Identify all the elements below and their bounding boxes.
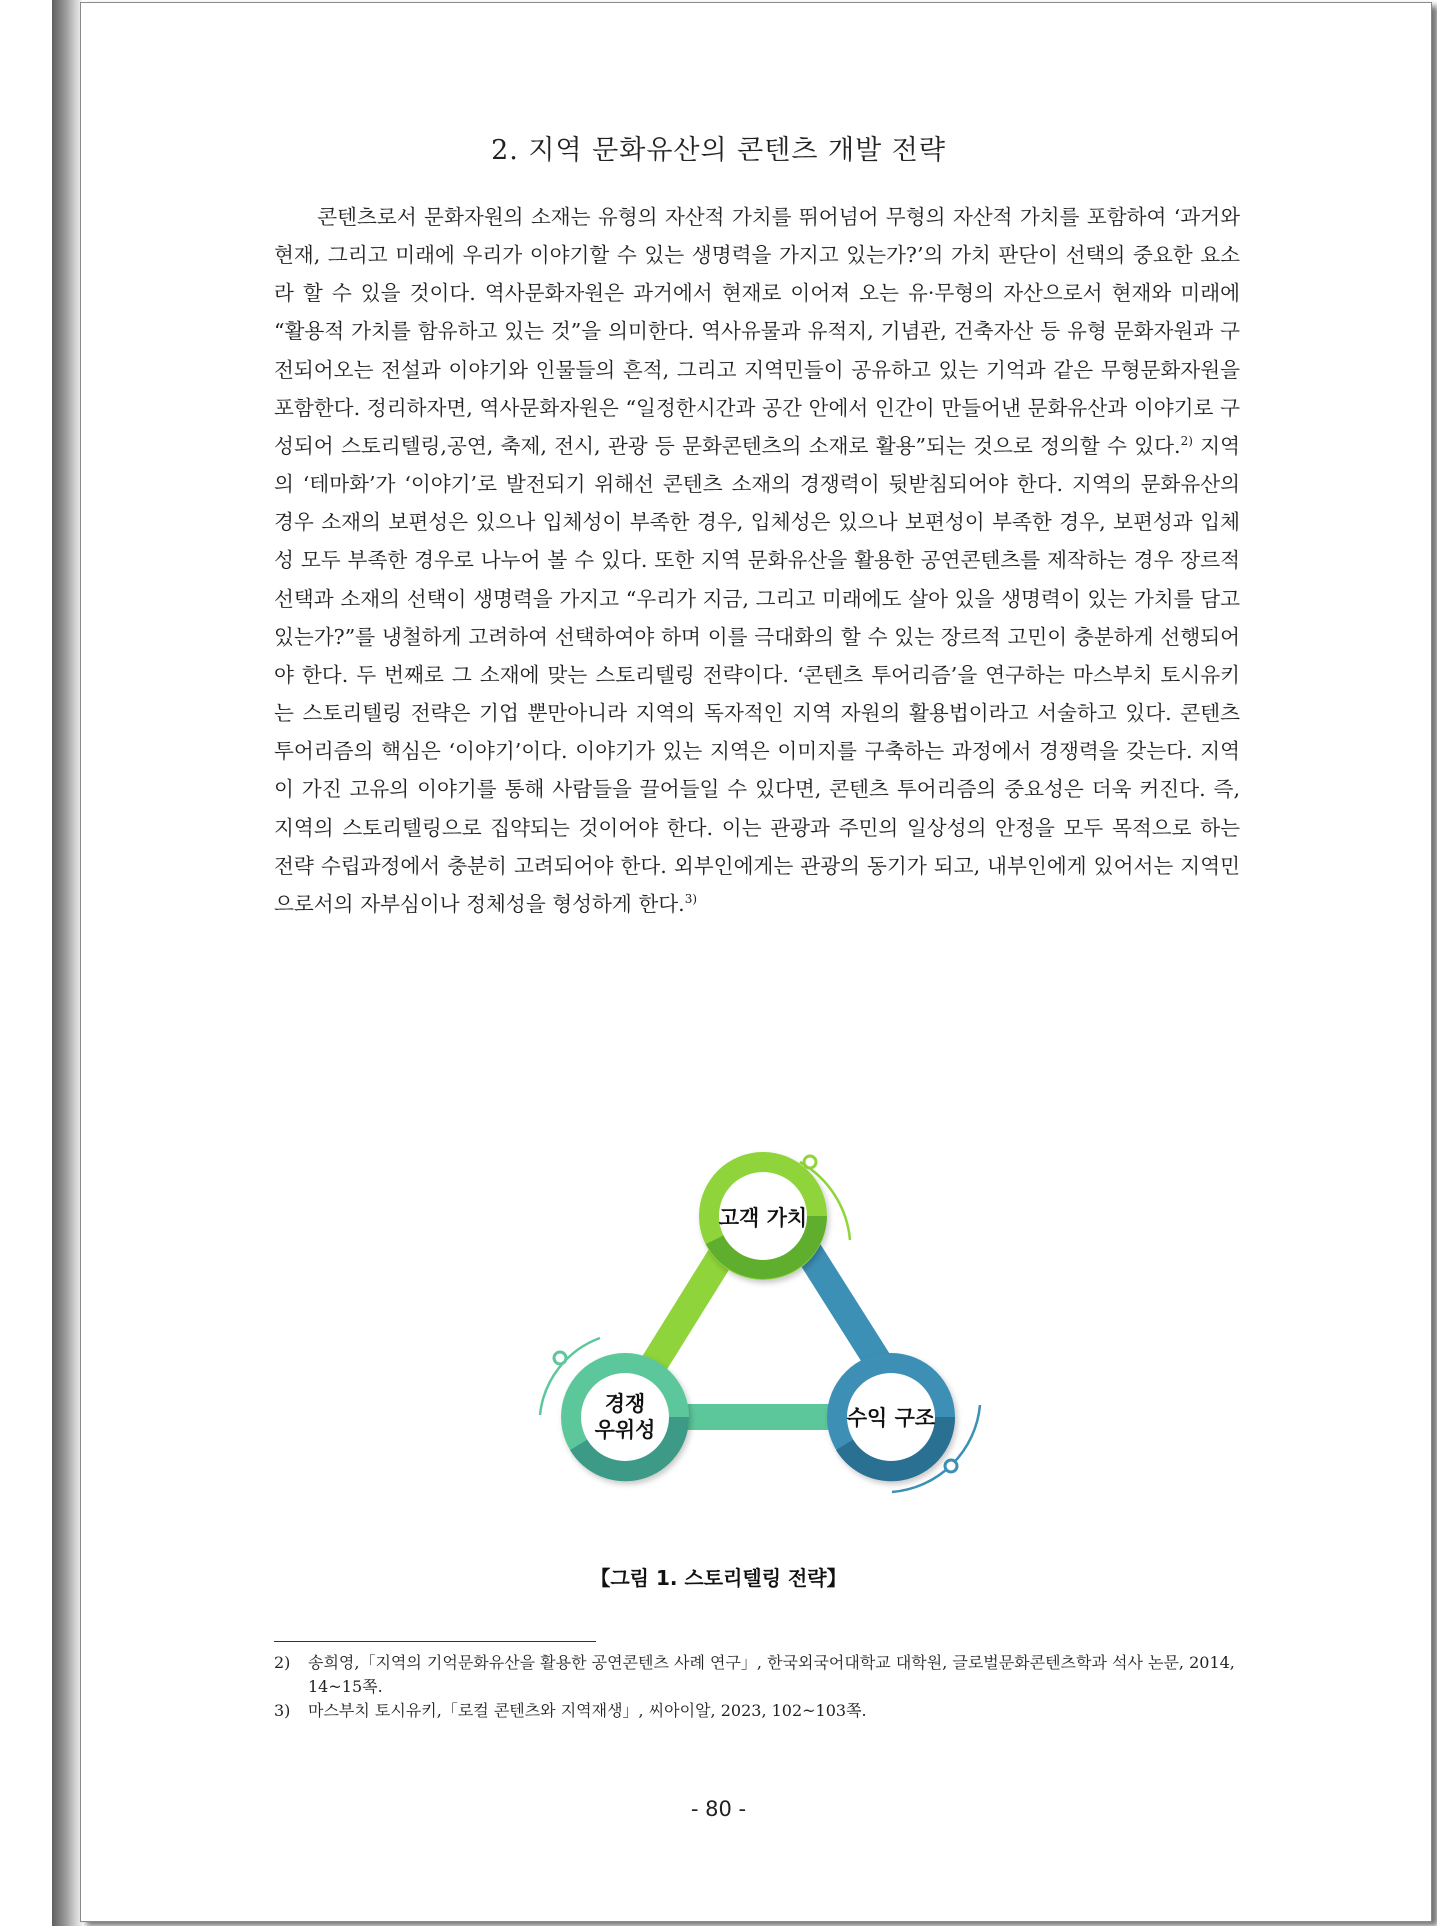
figure-caption: 【그림 1. 스토리텔링 전략】	[590, 1566, 847, 1590]
decor-dot-top	[804, 1156, 816, 1168]
footnote-number: 2)	[274, 1653, 291, 1672]
footnote-item	[274, 1651, 1240, 1699]
footnote-item	[274, 1699, 1240, 1723]
footnote-number: 3)	[274, 1701, 291, 1720]
footnote-ref-2[interactable]: 2)	[1180, 434, 1193, 449]
node-top-label: 고객 가치	[718, 1206, 808, 1230]
section-title: 2. 지역 문화유산의 콘텐츠 개발 전략	[491, 135, 946, 166]
page-number: - 80 -	[690, 1797, 747, 1821]
node-right-label: 수익 구조	[846, 1406, 936, 1430]
body-text-part-2: 지역의 ‘테마화’가 ‘이야기’로 발전되기 위해선 콘텐츠 소재의 경쟁력이 뒷받침되어야 한다. 지역의 문화유산의 경우 소재의 보편성은 있으나 입체성이 부족한 경우, 입체성은 있으나 보편성이 부족한 경우, 보편성과 입체성 모두 부족한 경우로 나누어 볼 수 있다. 또한 지역 문화유산을 활용한 공연콘텐츠를 제작하는 경우 장르적 선택과 소재의 선택이 생명력을 가지고 “우리가 지금, 그리고 미래에도 살아 있을 생명력이 있는 가치를 담고 있는가?”를 냉철하게 고려하여 선택하여야 하며 이를 극대화의 할 수 있는 장르적 고민이 충분하게 선행되어야 한다. 두 번째로 그 소재에 맞는 스토리텔링 전략이다. ‘콘텐츠 투어리즘’을 연구하는 마스부치 토시유키는 스토리텔링 전략은 기업 뿐만아니라 지역의 독자적인 지역 자원의 활용법이라고 서술하고 있다. 콘텐츠 투어리즘의 핵심은 ‘이야기’이다. 이야기가 있는 지역은 이미지를 구축하는 과정에서 경쟁력을 갖는다. 지역이 가진 고유의 이야기를 통해 사람들을 끌어들일 수 있다면, 콘텐츠 투어리즘의 중요성은 더욱 커진다. 즉, 지역의 스토리텔링으로 집약되는 것이어야 한다. 이는 관광과 주민의 일상성의 안정을 모두 목적으로 하는 전략 수립과정에서 충분히 고려되어야 한다. 외부인에게는 관광의 동기가 되고, 내부인에게 있어서는 지역민으로서의 자부심이나 정체성을 형성하게 한다.	[274, 433, 1240, 916]
footnote-ref-3[interactable]: 3)	[684, 891, 698, 906]
footnotes	[274, 1651, 1240, 1723]
decor-dot-left	[554, 1352, 566, 1364]
footnote-text: 송희영,「지역의 기억문화유산을 활용한 공연콘텐츠 사례 연구」, 한국외국어대학교 대학원, 글로벌문화콘텐츠학과 석사 논문, 2014, 14~15쪽.	[308, 1653, 1235, 1696]
node-left-label-line2: 우위성	[594, 1418, 656, 1442]
node-left-label-line1: 경쟁	[604, 1392, 646, 1416]
storytelling-strategy-diagram	[520, 1140, 1000, 1520]
book-binding-edge	[52, 0, 82, 1926]
footnote-text: 마스부치 토시유키,「로컬 콘텐츠와 지역재생」, 씨아이알, 2023, 102~103쪽.	[308, 1701, 867, 1720]
body-text	[274, 198, 1240, 923]
decor-dot-right	[945, 1460, 957, 1472]
footnote-divider	[274, 1641, 596, 1642]
body-text-part-1: 콘텐츠로서 문화자원의 소재는 유형의 자산적 가치를 뛰어넘어 무형의 자산적 가치를 포함하여 ‘과거와 현재, 그리고 미래에 우리가 이야기할 수 있는 생명력을 가지고 있는가?’의 가치 판단이 선택의 중요한 요소라 할 수 있을 것이다. 역사문화자원은 과거에서 현재로 이어져 오는 유·무형의 자산으로서 현재와 미래에 “활용적 가치를 함유하고 있는 것”을 의미한다. 역사유물과 유적지, 기념관, 건축자산 등 유형 문화자원과 구전되어오는 전설과 이야기와 인물들의 흔적, 그리고 지역민들이 공유하고 있는 기억과 같은 무형문화자원을 포함한다. 정리하자면, 역사문화자원은 “일정한시간과 공간 안에서 인간이 만들어낸 문화유산과 이야기로 구성되어 스토리텔링,공연, 축제, 전시, 관광 등 문화콘텐츠의 소재로 활용”되는 것으로 정의할 수 있다.	[274, 205, 1240, 458]
triangle-diagram-svg	[520, 1140, 1000, 1520]
body-paragraph	[274, 198, 1240, 923]
